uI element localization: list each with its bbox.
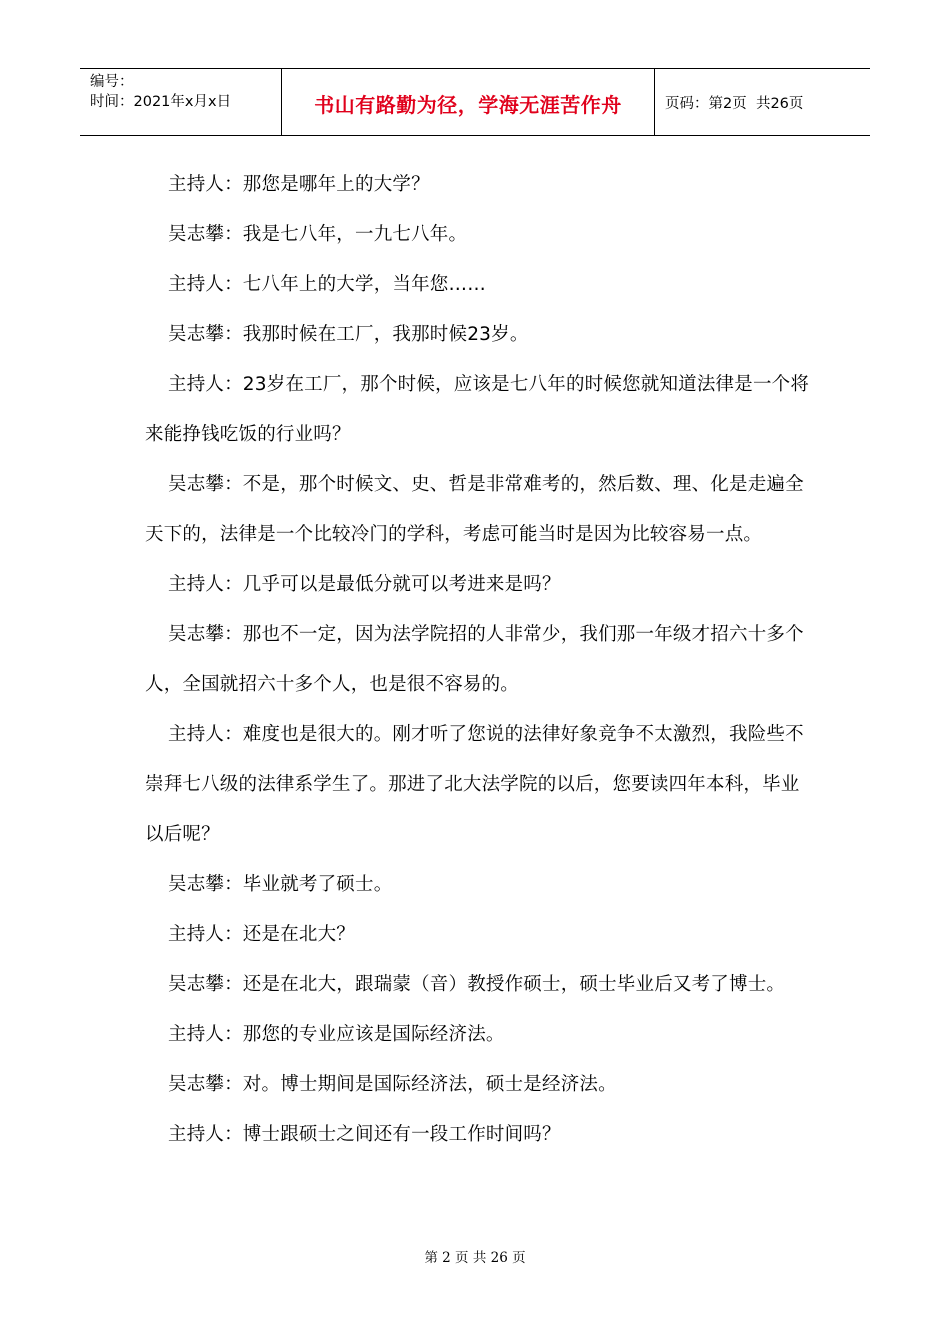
date-label: 时间：2021年x月x日 [90, 94, 232, 110]
paragraph: 吴志攀：毕业就考了硕士。 [168, 874, 393, 895]
page-info: 页码：第2页 共26页 [665, 95, 804, 112]
paragraph: 吴志攀：我那时候在工厂，我那时候23岁。 [168, 324, 529, 345]
paragraph: 主持人：几乎可以是最低分就可以考进来是吗？ [168, 574, 561, 595]
paragraph: 吴志攀：还是在北大，跟瑞蒙（音）教授作硕士，硕士毕业后又考了博士。 [168, 974, 786, 995]
paragraph: 主持人：那您的专业应该是国际经济法。 [168, 1024, 505, 1045]
paragraph: 主持人：那您是哪年上的大学？ [168, 174, 430, 195]
paragraph: 主持人：23岁在工厂，那个时候，应该是七八年的时候您就知道法律是一个将来能挣钱吃饭的行业吗？ [145, 374, 810, 445]
paragraph: 吴志攀：我是七八年，一九七八年。 [168, 224, 468, 245]
serial-number-label: 编号： [90, 74, 134, 90]
paragraph: 吴志攀：那也不一定，因为法学院招的人非常少，我们那一年级才招六十多个人，全国就招六十多个人，也是很不容易的。 [145, 624, 804, 695]
document-header [80, 68, 870, 136]
motto: 书山有路勤为径，学海无涯苦作舟 [314, 92, 622, 117]
page-footer: 第 2 页 共 26 页 [424, 1250, 526, 1266]
paragraph: 吴志攀：不是，那个时候文、史、哲是非常难考的，然后数、理、化是走遍全天下的，法律是一个比较冷门的学科，考虑可能当时是因为比较容易一点。 [145, 474, 804, 545]
document-body [145, 160, 815, 1160]
header-motto-cell [282, 69, 655, 135]
paragraph: 吴志攀：对。博士期间是国际经济法，硕士是经济法。 [168, 1074, 617, 1095]
header-page-cell [655, 69, 870, 135]
paragraph: 主持人：难度也是很大的。刚才听了您说的法律好象竞争不太激烈，我险些不崇拜七八级的法律系学生了。那进了北大法学院的以后，您要读四年本科，毕业以后呢？ [145, 724, 804, 845]
paragraph: 主持人：博士跟硕士之间还有一段工作时间吗？ [168, 1124, 561, 1145]
paragraph: 主持人：七八年上的大学，当年您…… [168, 274, 486, 295]
header-meta [80, 69, 282, 135]
paragraph: 主持人：还是在北大？ [168, 924, 356, 945]
